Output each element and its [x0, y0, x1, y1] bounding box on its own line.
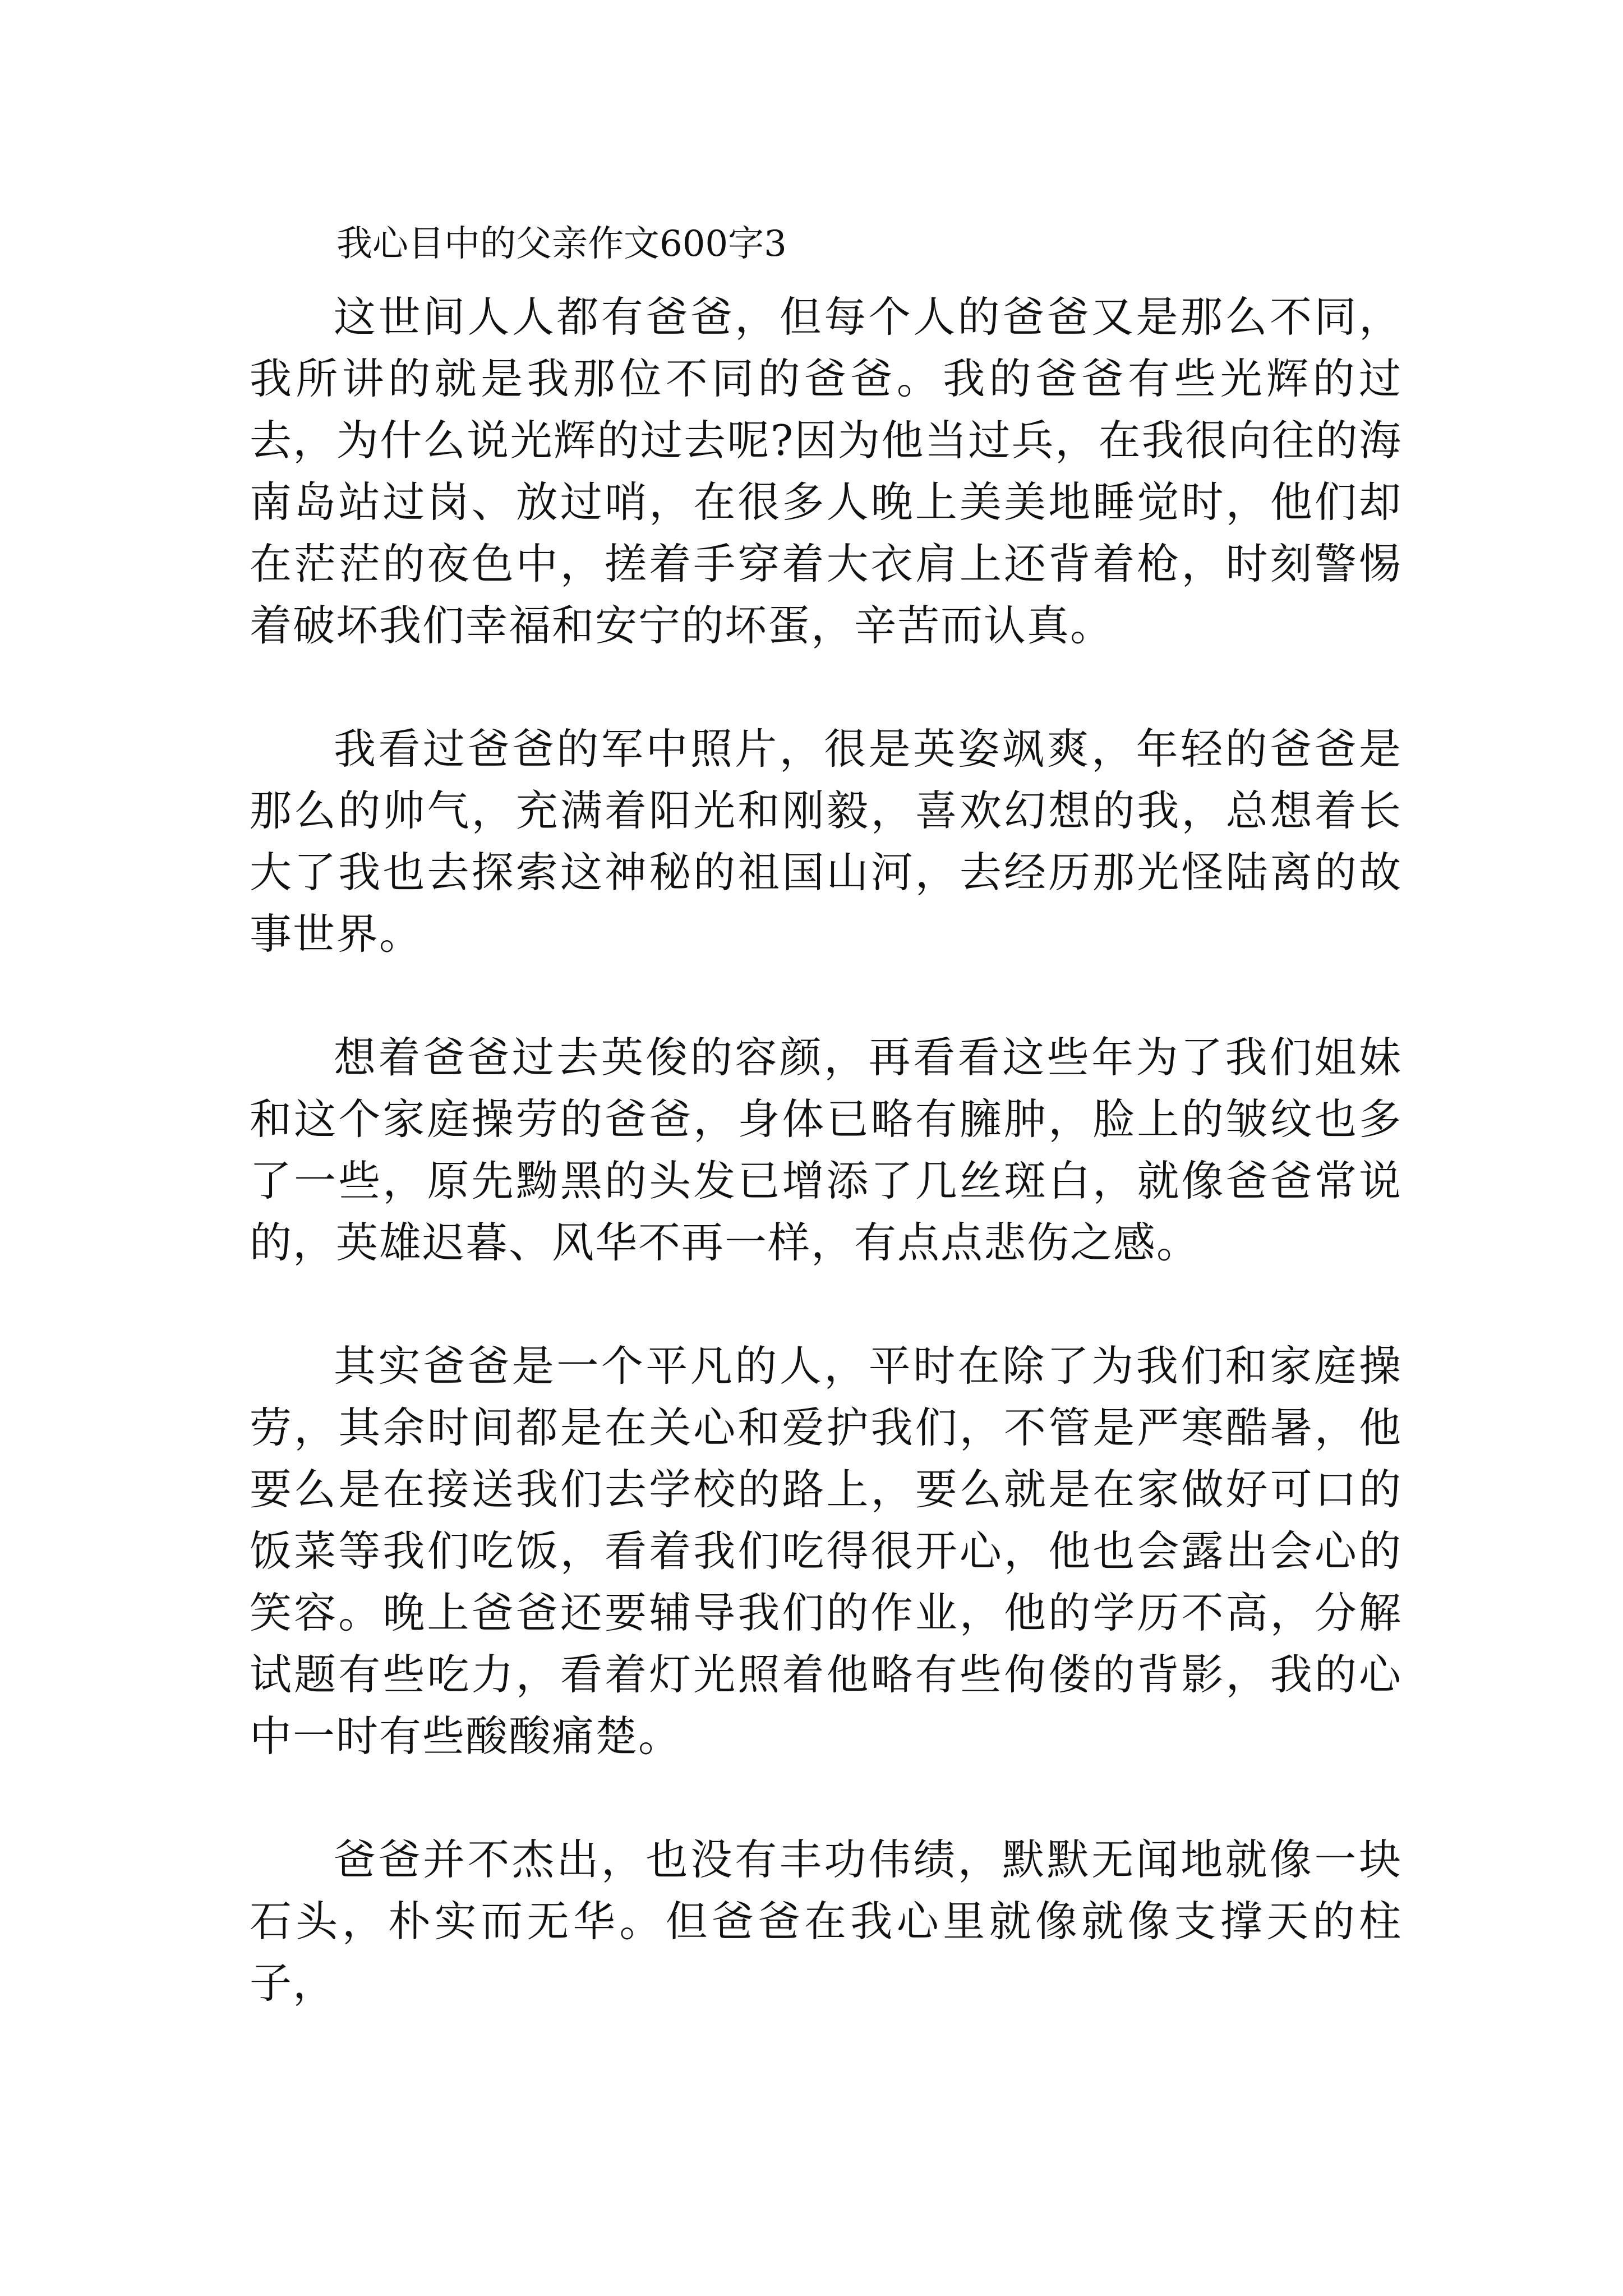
paragraph-3: 想着爸爸过去英俊的容颜，再看看这些年为了我们姐妹和这个家庭操劳的爸爸，身体已略有臃肿，脸上的皱纹也多了一些，原先黝黑的头发已增添了几丝斑白，就像爸爸常说的，英雄迟暮、风华不再一样，有点点悲伤之感。	[250, 1033, 1402, 1267]
paragraph-2: 我看过爸爸的军中照片，很是英姿飒爽，年轻的爸爸是那么的帅气，充满着阳光和刚毅，喜欢幻想的我，总想着长大了我也去探索这神秘的祖国山河，去经历那光怪陆离的故事世界。	[250, 724, 1402, 959]
paragraph-5: 爸爸并不杰出，也没有丰功伟绩，默默无闻地就像一块石头，朴实而无华。但爸爸在我心里就像就像支撑天的柱子，	[250, 1835, 1402, 2008]
paragraph-4: 其实爸爸是一个平凡的人，平时在除了为我们和家庭操劳，其余时间都是在关心和爱护我们，不管是严寒酷暑，他要么是在接送我们去学校的路上，要么就是在家做好可口的饭菜等我们吃饭，看着我们吃得很开心，他也会露出会心的笑容。晚上爸爸还要辅导我们的作业，他的学历不高，分解试题有些吃力，看着灯光照着他略有些佝偻的背影，我的心中一时有些酸酸痛楚。	[250, 1341, 1402, 1761]
paragraph-1: 这世间人人都有爸爸，但每个人的爸爸又是那么不同，我所讲的就是我那位不同的爸爸。我的爸爸有些光辉的过去，为什么说光辉的过去呢?因为他当过兵，在我很向往的海南岛站过岗、放过哨，在很多人晚上美美地睡觉时，他们却在茫茫的夜色中，搓着手穿着大衣肩上还背着枪，时刻警惕着破坏我们幸福和安宁的坏蛋，辛苦而认真。	[250, 292, 1402, 650]
document-title: 我心目中的父亲作文600字3	[336, 223, 787, 265]
document-page	[250, 202, 1402, 2014]
